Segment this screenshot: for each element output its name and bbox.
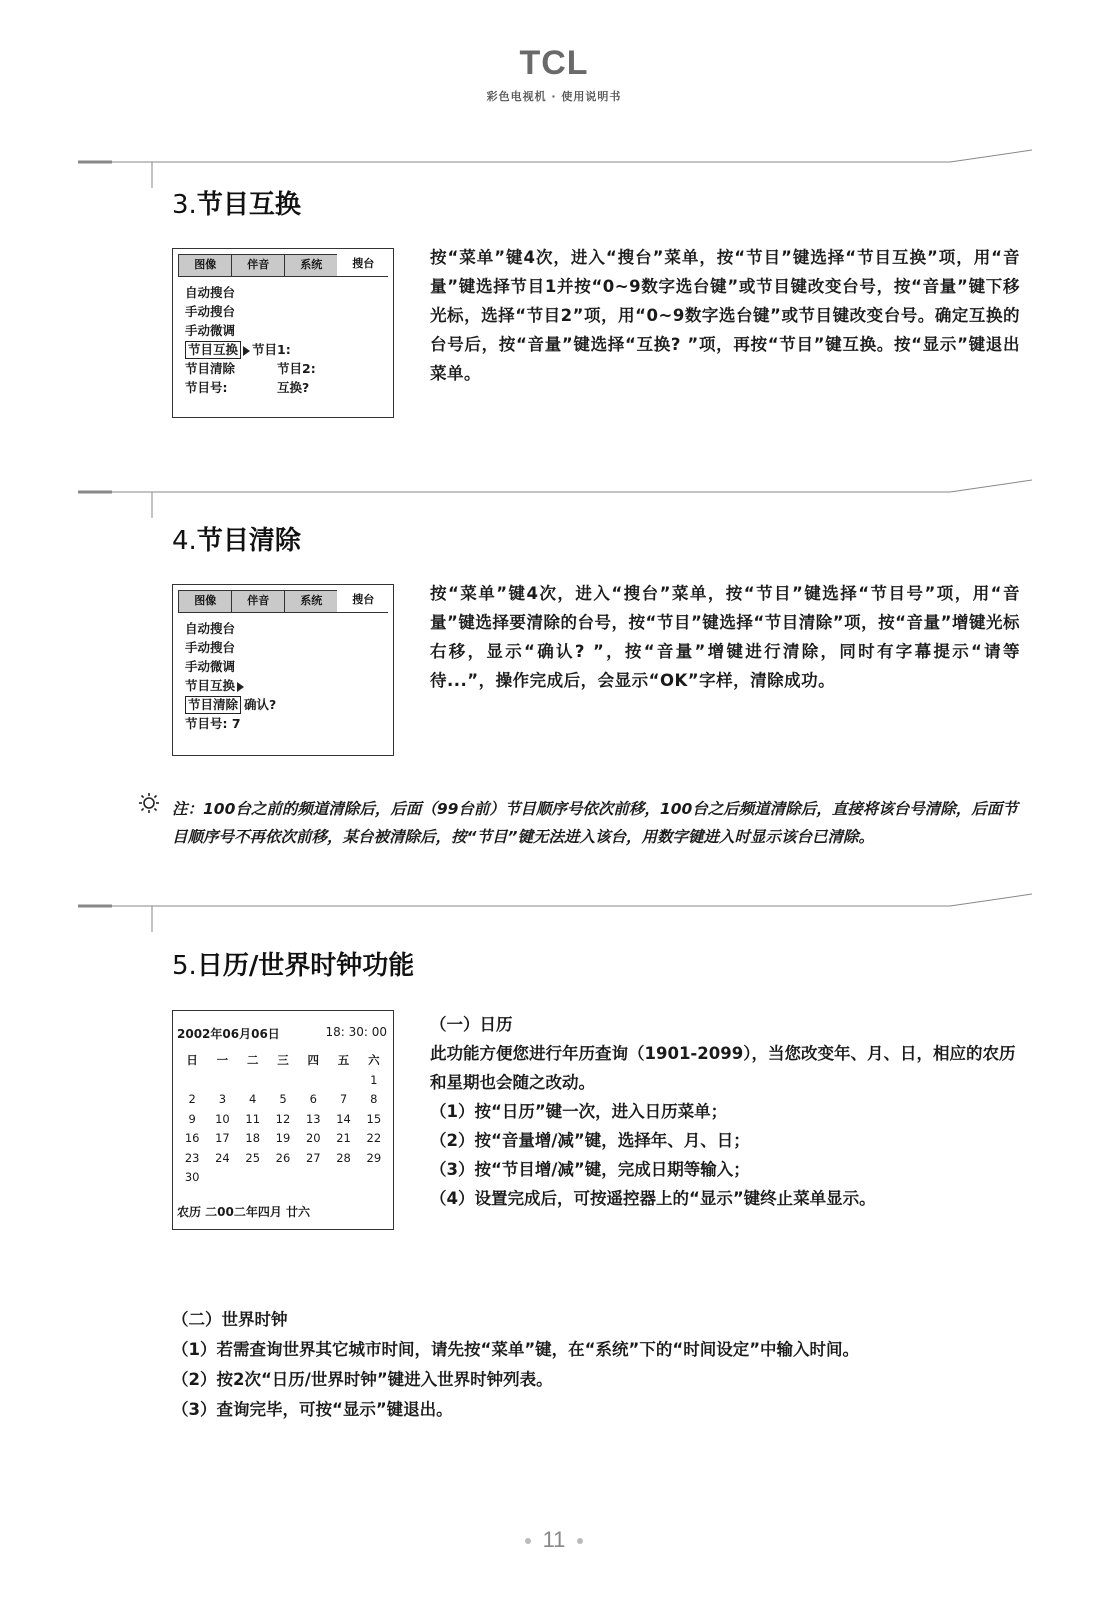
section-divider <box>0 892 1108 932</box>
calendar-day <box>298 1071 328 1091</box>
section-title-swap <box>172 184 301 221</box>
menu-item: 手动搜台 <box>185 640 236 655</box>
menu-item: 手动微调 <box>185 659 236 674</box>
menu-side-label: 节目1: <box>252 342 291 357</box>
weekday-label: 一 <box>216 1053 229 1067</box>
section-number: 3. <box>172 190 197 220</box>
menu-item-selected <box>185 340 393 359</box>
calendar-day: 22 <box>366 1131 382 1145</box>
calendar-day <box>207 1071 237 1091</box>
calendar-day: 15 <box>366 1111 382 1126</box>
menu-list <box>173 613 393 733</box>
calendar-step: （2）按“音量增/减”键，选择年、月、日； <box>430 1131 750 1150</box>
calendar-day: 19 <box>275 1131 291 1145</box>
world-clock-step: （2）按2次“日历/世界时钟”键进入世界时钟列表。 <box>172 1370 553 1389</box>
calendar-lunar-date: 农历 二00二年四月 廿六 <box>177 1205 311 1219</box>
note-body: 注：100台之前的频道清除后，后面（99台前）节目顺序号依次前移，100台之后频道清除后，直接将该台号清除，后面节目顺序号不再依次前移，某台被清除后，按“节目”键无法进入该台，用数字键进入时显示该台已清除。 <box>172 800 1018 846</box>
calendar-day: 14 <box>336 1111 351 1126</box>
menu-side-label: 节目2: <box>277 361 316 376</box>
calendar-step: （4）设置完成后，可按遥控器上的“显示”键终止菜单显示。 <box>430 1189 876 1208</box>
right-arrow-icon <box>237 682 244 692</box>
calendar-day <box>359 1168 389 1188</box>
calendar-day: 21 <box>336 1131 351 1145</box>
section-title-calendar <box>172 945 414 982</box>
world-clock-step: （3）查询完毕，可按“显示”键退出。 <box>172 1400 453 1419</box>
calendar-day: 20 <box>305 1131 321 1145</box>
calendar-day: 16 <box>184 1131 200 1145</box>
menu-highlight: 节目互换 <box>185 341 241 359</box>
calendar-day: 17 <box>215 1131 230 1145</box>
weekday-label: 三 <box>277 1053 289 1067</box>
calendar-week-row <box>177 1168 389 1188</box>
calendar-day: 9 <box>188 1111 196 1126</box>
calendar-day <box>177 1071 207 1091</box>
calendar-day: 11 <box>245 1111 261 1126</box>
tab-system: 系统 <box>284 590 339 612</box>
menu-side-label: 互换? <box>277 380 310 395</box>
section-title-text: 节目清除 <box>196 526 301 556</box>
calendar-time: 18: 30: 00 <box>325 1025 387 1039</box>
calendar-day: 2 <box>188 1092 196 1106</box>
menu-highlight: 节目清除 <box>185 696 241 714</box>
calendar-instructions <box>430 1010 1030 1213</box>
calendar-week-row <box>177 1149 389 1169</box>
calendar-week-row <box>177 1129 389 1149</box>
clear-menu-panel <box>172 584 394 756</box>
calendar-week-row <box>177 1071 389 1091</box>
menu-tabs <box>178 590 388 613</box>
weekday-label: 五 <box>337 1053 350 1067</box>
calendar-step: （3）按“节目增/减”键，完成日期等输入； <box>430 1160 750 1179</box>
page-number <box>0 1527 1108 1553</box>
tab-system: 系统 <box>284 254 339 276</box>
calendar-day: 10 <box>215 1111 230 1126</box>
menu-item-label: 节目号: <box>185 380 228 395</box>
calendar-day <box>238 1168 268 1188</box>
calendar-day: 6 <box>309 1092 317 1106</box>
calendar-widget <box>172 1010 394 1230</box>
tab-picture: 图像 <box>178 590 233 612</box>
menu-item-selected <box>185 695 393 714</box>
calendar-day <box>268 1168 298 1188</box>
swap-menu-panel <box>172 248 394 418</box>
calendar-day: 1 <box>370 1072 378 1087</box>
menu-tabs <box>178 254 388 277</box>
menu-item <box>185 378 393 397</box>
calendar-days <box>177 1071 389 1188</box>
calendar-day <box>238 1071 268 1091</box>
clear-instructions: 按“菜单”键4次，进入“搜台”菜单，按“节目”键选择“节目号”项，用“音量”键选择要清除的台号，按“节目”键选择“节目清除”项，按“音量”增键光标右移，显示“确认? ”，按“音量”增键进行清除，同时有字幕提示“请等待...”，操作完成后，会显示“OK”字样，清除成功。 <box>430 584 1020 690</box>
tab-picture: 图像 <box>178 254 233 276</box>
tab-search: 搜台 <box>337 254 390 276</box>
world-clock-step: （1）若需查询世界其它城市时间，请先按“菜单”键，在“系统”下的“时间设定”中输入时间。 <box>172 1340 860 1359</box>
subsection-title: （二）世界时钟 <box>172 1310 288 1329</box>
section-number: 4. <box>172 526 197 556</box>
section-number: 5. <box>172 951 197 981</box>
calendar-day: 25 <box>245 1150 261 1165</box>
world-clock-instructions <box>172 1305 1032 1425</box>
menu-item: 手动搜台 <box>185 304 236 319</box>
menu-item-label: 节目清除 <box>185 361 236 376</box>
calendar-day <box>328 1168 358 1188</box>
page-number-text: 11 <box>542 1527 566 1552</box>
calendar-date: 2002年06月06日 <box>177 1027 280 1041</box>
calendar-day: 12 <box>275 1111 291 1126</box>
calendar-day: 7 <box>339 1092 348 1106</box>
calendar-day: 23 <box>184 1150 200 1165</box>
note-text <box>142 795 1022 851</box>
calendar-week-row <box>177 1090 389 1110</box>
calendar-day <box>328 1071 358 1091</box>
weekday-label: 六 <box>368 1053 380 1067</box>
calendar-day: 27 <box>305 1150 321 1165</box>
menu-item <box>185 359 393 378</box>
tab-search: 搜台 <box>337 590 390 612</box>
right-arrow-icon <box>243 346 250 356</box>
calendar-day: 26 <box>275 1150 291 1165</box>
calendar-day: 28 <box>336 1150 351 1165</box>
calendar-weekday-row <box>177 1051 389 1071</box>
calendar-day: 18 <box>245 1131 261 1145</box>
calendar-day <box>298 1168 328 1188</box>
section-title-text: 日历/世界时钟功能 <box>196 951 415 981</box>
calendar-grid <box>177 1051 389 1188</box>
weekday-label: 日 <box>186 1053 198 1067</box>
menu-item-label: 节目互换 <box>185 678 236 693</box>
menu-item <box>185 676 393 695</box>
menu-item: 节目号: 7 <box>185 716 241 731</box>
calendar-day: 8 <box>370 1092 378 1106</box>
tab-sound: 伴音 <box>231 590 286 612</box>
subsection-title: （一）日历 <box>430 1015 513 1034</box>
header-subtitle: 彩色电视机 · 使用说明书 <box>486 90 622 103</box>
menu-side-label: 确认? <box>244 697 277 712</box>
brand-logo: TCL <box>519 44 589 82</box>
calendar-step: （1）按“日历”键一次，进入日历菜单； <box>430 1102 728 1121</box>
calendar-day <box>268 1071 298 1091</box>
menu-item: 自动搜台 <box>185 621 236 636</box>
calendar-day <box>207 1168 237 1188</box>
swap-instructions: 按“菜单”键4次，进入“搜台”菜单，按“节目”键选择“节目互换”项，用“音量”键选择节目1并按“0~9数字选台键”或节目键改变台号，按“音量”键下移光标，选择“节目2”项，用“0~9数字选台键”或节目键改变台号。确定互换的台号后，按“音量”键选择“互换? ”项，再按“节目”键互换。按“显示”键退出菜单。 <box>430 248 1020 383</box>
tab-sound: 伴音 <box>231 254 286 276</box>
weekday-label: 二 <box>246 1053 259 1067</box>
calendar-week-row <box>177 1110 389 1130</box>
weekday-label: 四 <box>307 1053 320 1067</box>
calendar-day: 5 <box>279 1092 287 1106</box>
section-title-clear <box>172 520 301 557</box>
menu-item: 手动微调 <box>185 323 236 338</box>
section-divider <box>0 478 1108 518</box>
calendar-day: 24 <box>215 1150 230 1165</box>
section-title-text: 节目互换 <box>196 190 301 220</box>
calendar-day: 13 <box>305 1111 321 1126</box>
dot-icon <box>577 1538 583 1544</box>
dot-icon <box>525 1538 531 1544</box>
menu-list <box>173 277 393 397</box>
calendar-day: 29 <box>366 1150 382 1165</box>
section-divider <box>0 148 1108 188</box>
calendar-day: 3 <box>218 1092 227 1106</box>
calendar-day: 4 <box>249 1092 257 1106</box>
menu-item: 自动搜台 <box>185 285 236 300</box>
calendar-intro: 此功能方便您进行年历查询（1901-2099），当您改变年、月、日，相应的农历和星期也会随之改动。 <box>430 1044 1016 1092</box>
calendar-day: 30 <box>184 1170 200 1184</box>
